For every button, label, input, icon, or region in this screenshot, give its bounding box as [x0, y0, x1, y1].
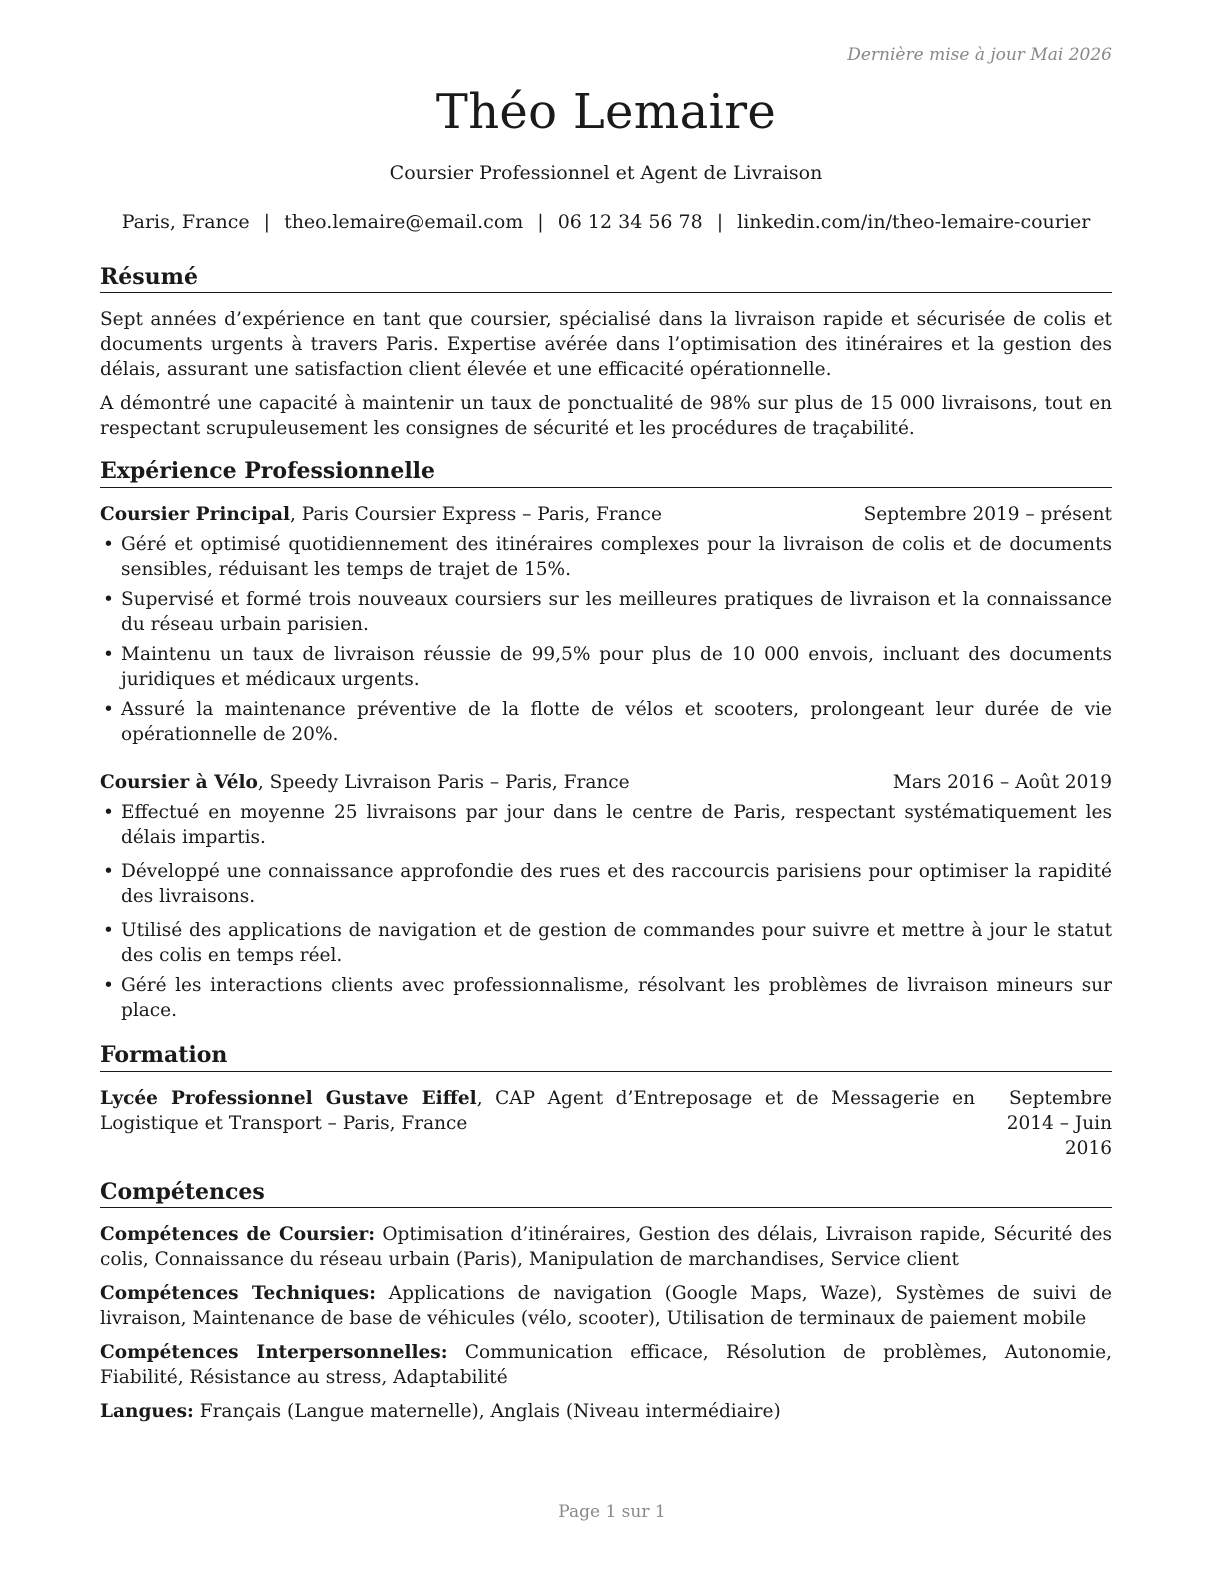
candidate-name: Théo Lemaire: [435, 84, 777, 140]
job-bullet: • Utilisé des applications de navigation et de gestion de commandes pour suivre et mettre à jour le statut des colis en temps réel.: [100, 918, 1112, 968]
job-bullet: • Développé une connaissance approfondie des rues et des raccourcis parisiens pour optimiser la rapidité des livraisons.: [100, 859, 1112, 909]
contact-email[interactable]: theo.lemaire@email.com: [284, 210, 524, 233]
education-dates: Septembre 2014 – Juin 2016: [1006, 1087, 1112, 1159]
job-bullet: • Assuré la maintenance préventive de la flotte de vélos et scooters, prolongeant leur durée de vie opérationnelle de 20%.: [100, 697, 1112, 747]
summary-section: [100, 263, 1112, 442]
summary-paragraph: A démontré une capacité à maintenir un taux de ponctualité de 98% sur plus de 15 000 livraisons, tout en respectant scrupuleusement les consignes de sécurité et les procédures de traçabilité.: [100, 393, 1112, 440]
section-title-skills: Compétences: [100, 1178, 1112, 1209]
job-bullets: [100, 800, 1112, 1023]
skill-label: Compétences Interpersonnelles:: [100, 1342, 448, 1364]
job-header: [100, 502, 1112, 527]
contact-separator: |: [716, 210, 724, 233]
skills-section: [100, 1178, 1112, 1425]
job-company: , Paris Coursier Express – Paris, France: [290, 503, 662, 525]
skill-group: [100, 1340, 1112, 1390]
section-title-experience: Expérience Professionnelle: [100, 457, 1112, 488]
job-entry: [100, 770, 1112, 1023]
education-details: , CAP Agent d’Entreposage et de Messagerie en Logistique et Transport – Paris, France: [100, 1087, 975, 1134]
job-header: [100, 770, 1112, 795]
skill-label: Langues:: [100, 1401, 194, 1423]
job-bullet: • Géré les interactions clients avec professionnalisme, résolvant les problèmes de livraison mineurs sur place.: [100, 973, 1112, 1023]
page-number: Page 1 sur 1: [558, 1502, 666, 1522]
job-role: Coursier à Vélo: [100, 771, 258, 793]
section-title-education: Formation: [100, 1041, 1112, 1072]
skill-text: Optimisation d’itinéraires, Gestion des délais, Livraison rapide, Sécurité des colis, Connaissance du réseau urbain (Paris), Manipulation de marchandises, Service client: [100, 1224, 1112, 1271]
experience-section: [100, 457, 1112, 1023]
contact-separator: |: [263, 210, 271, 233]
job-title: Coursier Professionnel et Agent de Livraison: [389, 161, 823, 184]
job-bullet: • Effectué en moyenne 25 livraisons par jour dans le centre de Paris, respectant systématiquement les délais impartis.: [100, 800, 1112, 850]
education-school: Lycée Professionnel Gustave Eiffel: [100, 1087, 477, 1109]
contact-location: Paris, France: [121, 210, 250, 233]
last-updated: Dernière mise à jour Mai 2026: [847, 45, 1112, 65]
skill-group: [100, 1281, 1112, 1331]
job-bullet: • Maintenu un taux de livraison réussie de 99,5% pour plus de 10 000 envois, incluant des documents juridiques et médicaux urgents.: [100, 642, 1112, 692]
skill-text: Communication efficace, Résolution de problèmes, Autonomie, Fiabilité, Résistance au stress, Adaptabilité: [100, 1342, 1112, 1389]
job-role: Coursier Principal: [100, 503, 291, 525]
contact-linkedin[interactable]: linkedin.com/in/theo-lemaire-courier: [737, 210, 1091, 233]
contact-line: [100, 211, 1112, 233]
summary-paragraph: Sept années d’expérience en tant que coursier, spécialisé dans la livraison rapide et sécurisée de colis et documents urgents à travers Paris. Expertise avérée dans l’optimisation des itinéraires et la gestion des délais, assurant une satisfaction client élevée et une efficacité opérationnelle.: [100, 309, 1112, 381]
skill-text: Français (Langue maternelle), Anglais (Niveau intermédiaire): [193, 1401, 781, 1423]
education-entry: [100, 1086, 1112, 1161]
section-title-summary: Résumé: [100, 263, 1112, 294]
job-entry: [100, 502, 1112, 747]
skill-group: [100, 1399, 1112, 1424]
job-dates: Septembre 2019 – présent: [863, 503, 1112, 525]
skill-text: Applications de navigation (Google Maps, Waze), Systèmes de suivi de livraison, Maintenance de base de véhicules (vélo, scooter), Utilisation de terminaux de paiement mobile: [100, 1283, 1112, 1330]
job-bullet: • Supervisé et formé trois nouveaux coursiers sur les meilleures pratiques de livraison et la connaissance du réseau urbain parisien.: [100, 587, 1112, 637]
job-dates: Mars 2016 – Août 2019: [892, 771, 1112, 793]
skill-group: [100, 1222, 1112, 1272]
job-bullets: [100, 532, 1112, 747]
contact-separator: |: [537, 210, 544, 233]
job-bullet: • Géré et optimisé quotidiennement des itinéraires complexes pour la livraison de colis et de documents sensibles, réduisant les temps de trajet de 15%.: [100, 532, 1112, 582]
skill-label: Compétences Techniques:: [100, 1283, 376, 1305]
education-section: [100, 1041, 1112, 1161]
contact-phone: 06 12 34 56 78: [557, 210, 703, 233]
job-company: , Speedy Livraison Paris – Paris, France: [257, 771, 630, 793]
skill-label: Compétences de Coursier:: [100, 1224, 376, 1246]
